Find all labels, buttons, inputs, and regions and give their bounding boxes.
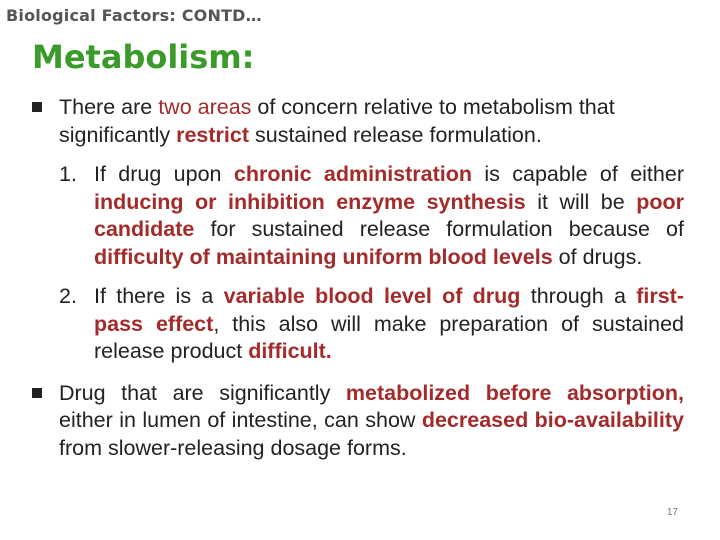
square-bullet-icon [32,388,42,398]
item-text: If drug upon [94,162,234,186]
highlight-text: metabolized before absorption, [345,380,685,405]
highlight-text: decreased bio-availability [421,408,684,432]
item-text: through a [520,284,637,308]
bullet-text: sustained release formulation. [249,122,542,147]
highlight-text: inducing or inhibition enzyme synthesis [94,189,526,214]
page-number: 17 [666,507,678,518]
item-number: 1. [59,162,77,186]
bullet-item-two-areas [32,94,684,149]
item-number: 2. [59,284,77,308]
highlight-text: two areas [158,95,252,119]
slide-title: Metabolism: [32,38,255,76]
highlight-text: poor candidate [94,189,684,241]
bullet-text: from slower-releasing dosage forms. [59,435,407,460]
item-text: If there is a [94,284,224,308]
bullet-text: either in lumen of intestine, can show [59,408,422,432]
numbered-list [59,161,684,366]
bullet-text: Drug that are significantly [59,380,346,405]
item-text: of drugs. [552,244,643,269]
numbered-item-2 [59,283,684,366]
highlight-text: restrict [176,122,250,147]
bullet-item-metabolized [32,380,684,463]
highlight-text: first-pass effect [94,284,684,336]
item-text: it will be [525,189,637,214]
slide-content [32,94,684,462]
bullet-text: of concern relative to metabolism that significantly [59,95,615,147]
highlight-text: chronic administration [233,162,473,186]
highlight-text: difficulty of maintaining uniform blood levels [94,244,553,269]
highlight-text: difficult. [248,339,332,363]
item-text: , this also will make preparation of sustained release product [94,311,684,363]
highlight-text: variable blood level of drug [223,284,521,308]
bullet-text: There are [59,95,159,119]
item-text: is capable of either [472,162,684,186]
slide-header: Biological Factors: CONTD… [6,6,262,25]
numbered-item-1 [59,161,684,271]
item-text: for sustained release formulation because of [194,217,684,241]
square-bullet-icon [32,102,42,112]
